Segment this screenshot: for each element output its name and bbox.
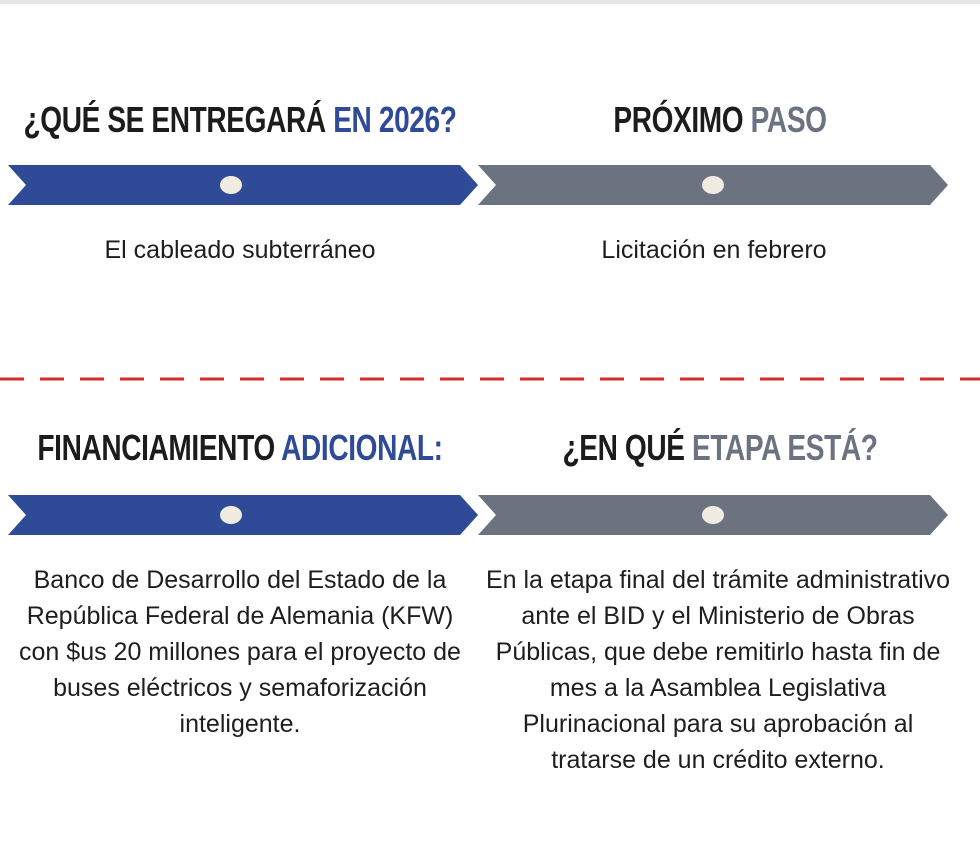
heading-next-step — [517, 100, 923, 140]
timeline-dot — [702, 176, 724, 194]
heading-delivery-dark: ¿QUÉ SE ENTREGARÁ — [23, 99, 326, 140]
heading-stage-dark: ¿EN QUÉ — [562, 427, 685, 468]
text-next-step: Licitación en febrero — [601, 236, 827, 264]
heading-additional-financing — [22, 428, 459, 468]
text-delivery: El cableado subterráneo — [104, 236, 376, 264]
heading-stage — [517, 428, 923, 468]
timeline-arrow-row-2 — [0, 495, 980, 535]
heading-stage-accent: ETAPA ESTÁ? — [691, 427, 878, 468]
heading-next-step-accent: PASO — [750, 99, 827, 140]
timeline-dot — [220, 506, 242, 524]
heading-delivery-2026 — [22, 100, 459, 140]
timeline-dot — [702, 506, 724, 524]
dashed-divider — [0, 377, 980, 381]
heading-next-step-dark: PRÓXIMO — [613, 99, 744, 140]
heading-financing-accent: ADICIONAL: — [281, 427, 443, 468]
blue-arrow-segment — [8, 495, 478, 535]
text-stage: En la etapa final del trámite administrativo ante el BID y el Ministerio de Obras Públicas, que debe remitirlo hasta fin de mes a la Asamblea Legislativa Plurinacional para su aprobación al tratarse de un crédito externo. — [485, 566, 951, 774]
blue-arrow-segment — [8, 165, 478, 205]
heading-financing-dark: FINANCIAMIENTO — [37, 427, 275, 468]
top-rule — [0, 0, 980, 4]
timeline-arrow-row-1 — [0, 165, 980, 205]
text-financing: Banco de Desarrollo del Estado de la República Federal de Alemania (KFW) con $us 20 millones para el proyecto de buses eléctricos y semaforización inteligente. — [19, 566, 461, 738]
heading-delivery-accent: EN 2026? — [333, 99, 457, 140]
timeline-dot — [220, 176, 242, 194]
